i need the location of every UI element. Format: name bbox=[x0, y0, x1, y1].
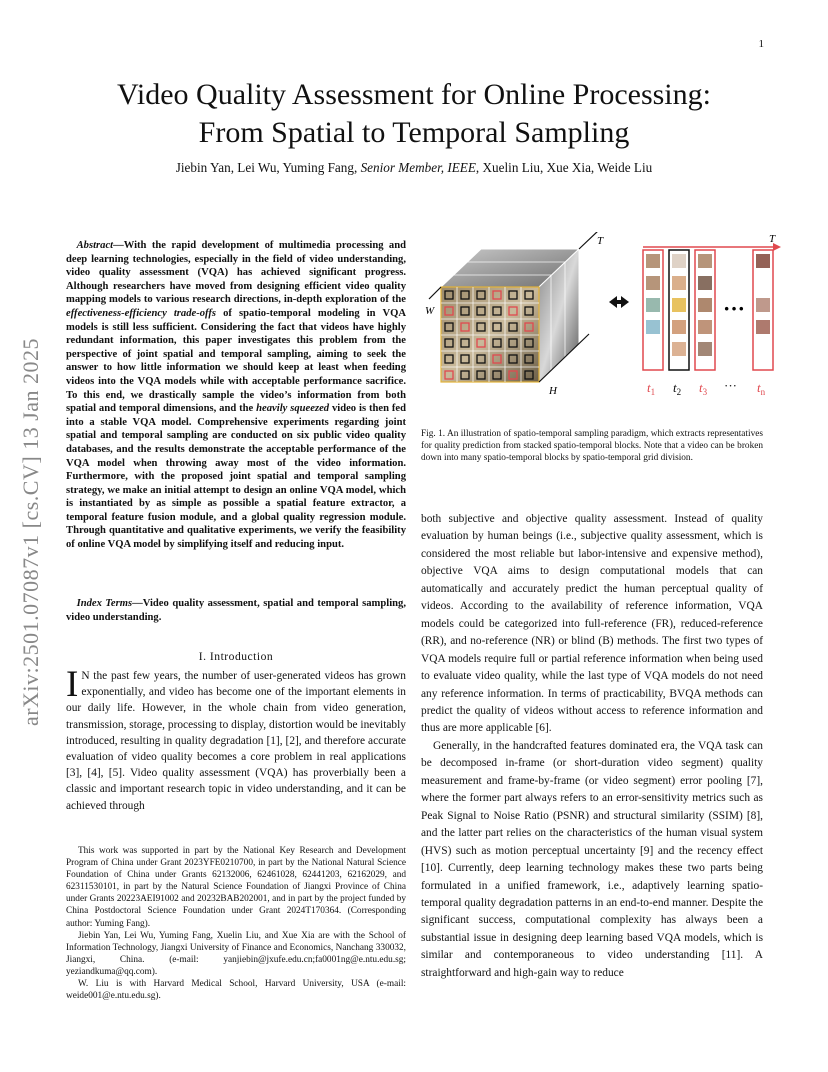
axis-t-arrow bbox=[579, 232, 599, 249]
paper-title bbox=[60, 76, 768, 152]
time-label-3: t bbox=[699, 380, 703, 395]
double-arrow-icon bbox=[609, 296, 629, 308]
authors-b: , Xuelin Liu, Xue Xia, Weide Liu bbox=[475, 160, 653, 175]
title-line-1: Video Quality Assessment for Online Processing: bbox=[117, 78, 711, 111]
index-terms bbox=[66, 597, 406, 624]
author-list bbox=[60, 160, 768, 176]
svg-text:t1: $t_1$ bbox=[647, 380, 656, 397]
time-labels bbox=[647, 378, 766, 397]
intro-text: N the past few years, the number of user-generated videos has grown exponentially, and video has become one of the important elements in our daily life. However, in the whole chain from video generation, transmission, storage, processing to display, distortion would be inevitably introduced, resulting in quality degradation [1], [2], and therefore accurate evaluation of video quality becomes a core problem in real applications [3], [4], [5]. Video quality assessment (VQA) has proverbially been a classic and important research topic in video understanding, and it can be achieved through bbox=[66, 670, 406, 812]
authors-role: Senior Member, IEEE bbox=[360, 160, 476, 175]
axis-w-arrow bbox=[429, 287, 441, 299]
arxiv-stamp: arXiv:2501.07087v1 [cs.CV] 13 Jan 2025 bbox=[18, 337, 43, 727]
footnote-harvard: W. Liu is with Harvard Medical School, Harvard University, USA (e-mail: weide001@e.ntu.edu.sg). bbox=[66, 979, 406, 1002]
right-column-text bbox=[421, 511, 763, 982]
time-label-1: t bbox=[647, 380, 651, 395]
abstract-part-2: of spatio-temporal modeling in VQA models is still less sufficient. Considering the fact that videos have highly redundant information, this paper investigates this problem from the perspective of joint spatial and temporal sampling, aiming to seek the answer to how little information we should keep at least when feeding videos into the VQA models while with acceptable performance sacrifice. To this end, we drastically sample the video’s information from both spatial and temporal dimensions, and the bbox=[66, 307, 406, 415]
index-terms-label: Index Terms bbox=[76, 598, 133, 609]
right-paragraph-1: both subjective and objective quality assessment. Instead of quality evaluation by human beings (i.e., subjective quality assessment, which is considered the most reliable but labor-intensive and expensive method), objective VQA aims to design computational models that can automatically and accurately predict the human perceptual quality of videos. According to the availability of reference information, VQA models could be categorized into full-reference (FR), reduced-reference (RR), and no-reference (NR) or blind (B) methods. The first two types of VQA models require full or partial reference information when being used to evaluate video quality, while the last type of VQA models do not need any reference information. In terms of practicability, BVQA methods can predict the quality of videos without access to reference information and thus are more applicable [6]. bbox=[421, 513, 763, 735]
label-T1: T bbox=[597, 235, 604, 247]
abstract-label: Abstract bbox=[76, 240, 114, 251]
intro-paragraph bbox=[66, 664, 406, 814]
title-line-2: From Spatial to Temporal Sampling bbox=[198, 116, 630, 149]
authors-a: Jiebin Yan, Lei Wu, Yuming Fang, bbox=[175, 160, 361, 175]
page-number: 1 bbox=[758, 38, 764, 50]
abstract-part-1: —With the rapid development of multimedia processing and deep learning technologies, especially in the field of video understanding, video quality assessment (VQA) has achieved significant progress. Although researchers have moved from designing efficient video quality mapping models to various research directions, in-depth exploration of the bbox=[66, 240, 406, 306]
figure-1 bbox=[421, 232, 781, 418]
drop-cap: I bbox=[66, 664, 79, 705]
label-T2: T bbox=[769, 233, 776, 245]
section-heading: I. Introduction bbox=[198, 650, 274, 663]
svg-text:t2: $t_2$ bbox=[673, 380, 682, 397]
index-terms-text: —Video quality assessment, spatial and temporal sampling, video understanding. bbox=[66, 598, 406, 623]
svg-text:t3: $t_3$ bbox=[699, 380, 708, 397]
label-W: W bbox=[425, 305, 435, 317]
abstract-emphasis-2: heavily squeezed bbox=[256, 403, 330, 415]
time-label-ellipsis: ··· bbox=[724, 378, 737, 393]
figure-caption: Fig. 1. An illustration of spatio-temporal sampling paradigm, which extracts representatives for quality prediction from stacked spatio-temporal blocks. Note that a video can be broken down into many spatio-temporal blocks by spatio-temporal grid division. bbox=[421, 429, 763, 464]
time-label-n: t bbox=[757, 380, 761, 395]
right-paragraph-2: Generally, in the handcrafted features dominated era, the VQA task can be decomposed in-frame (or short-duration video segment) quality measurement and frame-by-frame (or video segment) error pooling [7], where the former part always refers to an error-sensitivity metrics such as Peak Signal to Noise Ratio (PSNR) and structural similarity (SSIM) [8], and the latter part relies on the characteristics of the human visual system (HVS) such as motion perceptual uncertainty [9] and the recency effect [10]. Currently, deep learning technology makes these two parts being formulated in a unified framework, i.e., adaptively learning spatio-temporal quality degradation patterns in an end-to-end manner. Despite the significant success, computational complexity has always been a substantial issue in designing deep learning based VQA models, which is similar and contemporaneous to video understanding [11]. A straightforward and high-gain way to reduce bbox=[421, 739, 763, 979]
frames-ellipsis: ··· bbox=[723, 296, 746, 321]
svg-text:tn: $t_n$ bbox=[757, 380, 766, 397]
time-label-2: t bbox=[673, 380, 677, 395]
footnote-funding: This work was supported in part by the National Key Research and Development Program of China under Grant 2023YFE0210700, in part by the National Natural Science Foundation of China under Grants 62132006, 62461028, 62441203, 62162029, and 62311530101, in part by the Natural Science Foundation of Jiangxi Province of China under Grants 20223AEI91002 and 20232BAB202001, and in part by the project funded by China Postdoctoral Science Foundation under Grant 2024T170364. (Corresponding author: Yuming Fang). bbox=[66, 846, 406, 929]
spatio-temporal-diagram bbox=[421, 232, 781, 418]
frame-strips bbox=[643, 233, 781, 370]
cube-front-face bbox=[441, 287, 539, 382]
abstract-emphasis-1: effectiveness-efficiency trade-offs bbox=[66, 307, 217, 319]
abstract-part-3: video is then fed into a stable VQA model. Comprehensive experiments regarding joint spatial and temporal sampling are conducted on six public video quality databases, and the results demonstrate the acceptable performance of the VQA model when throwing away most of the video information. Furthermore, with the proposed joint spatial and temporal sampling strategy, we make an initial attempt to design an online VQA model, which is instantiated by as simple as possible a spatial feature extractor, a temporal feature fusion module, and a global quality regression module. Through quantitative and qualitative experiments, we verify the feasibility of online VQA model by simplifying itself and reducing input. bbox=[66, 403, 406, 551]
label-H: H bbox=[549, 385, 557, 397]
abstract bbox=[66, 239, 406, 552]
footnote-affiliation: Jiebin Yan, Lei Wu, Yuming Fang, Xuelin Liu, and Xue Xia are with the School of Information Technology, Jiangxi University of Finance and Economics, Nanchang 330032, Jiangxi, China. (e-mail: yanjiebin@jxufe.edu.cn;fa0001ng@e.ntu.edu.sg; yeziandkuma@qq.com). bbox=[66, 930, 406, 977]
footnotes bbox=[66, 845, 406, 1002]
